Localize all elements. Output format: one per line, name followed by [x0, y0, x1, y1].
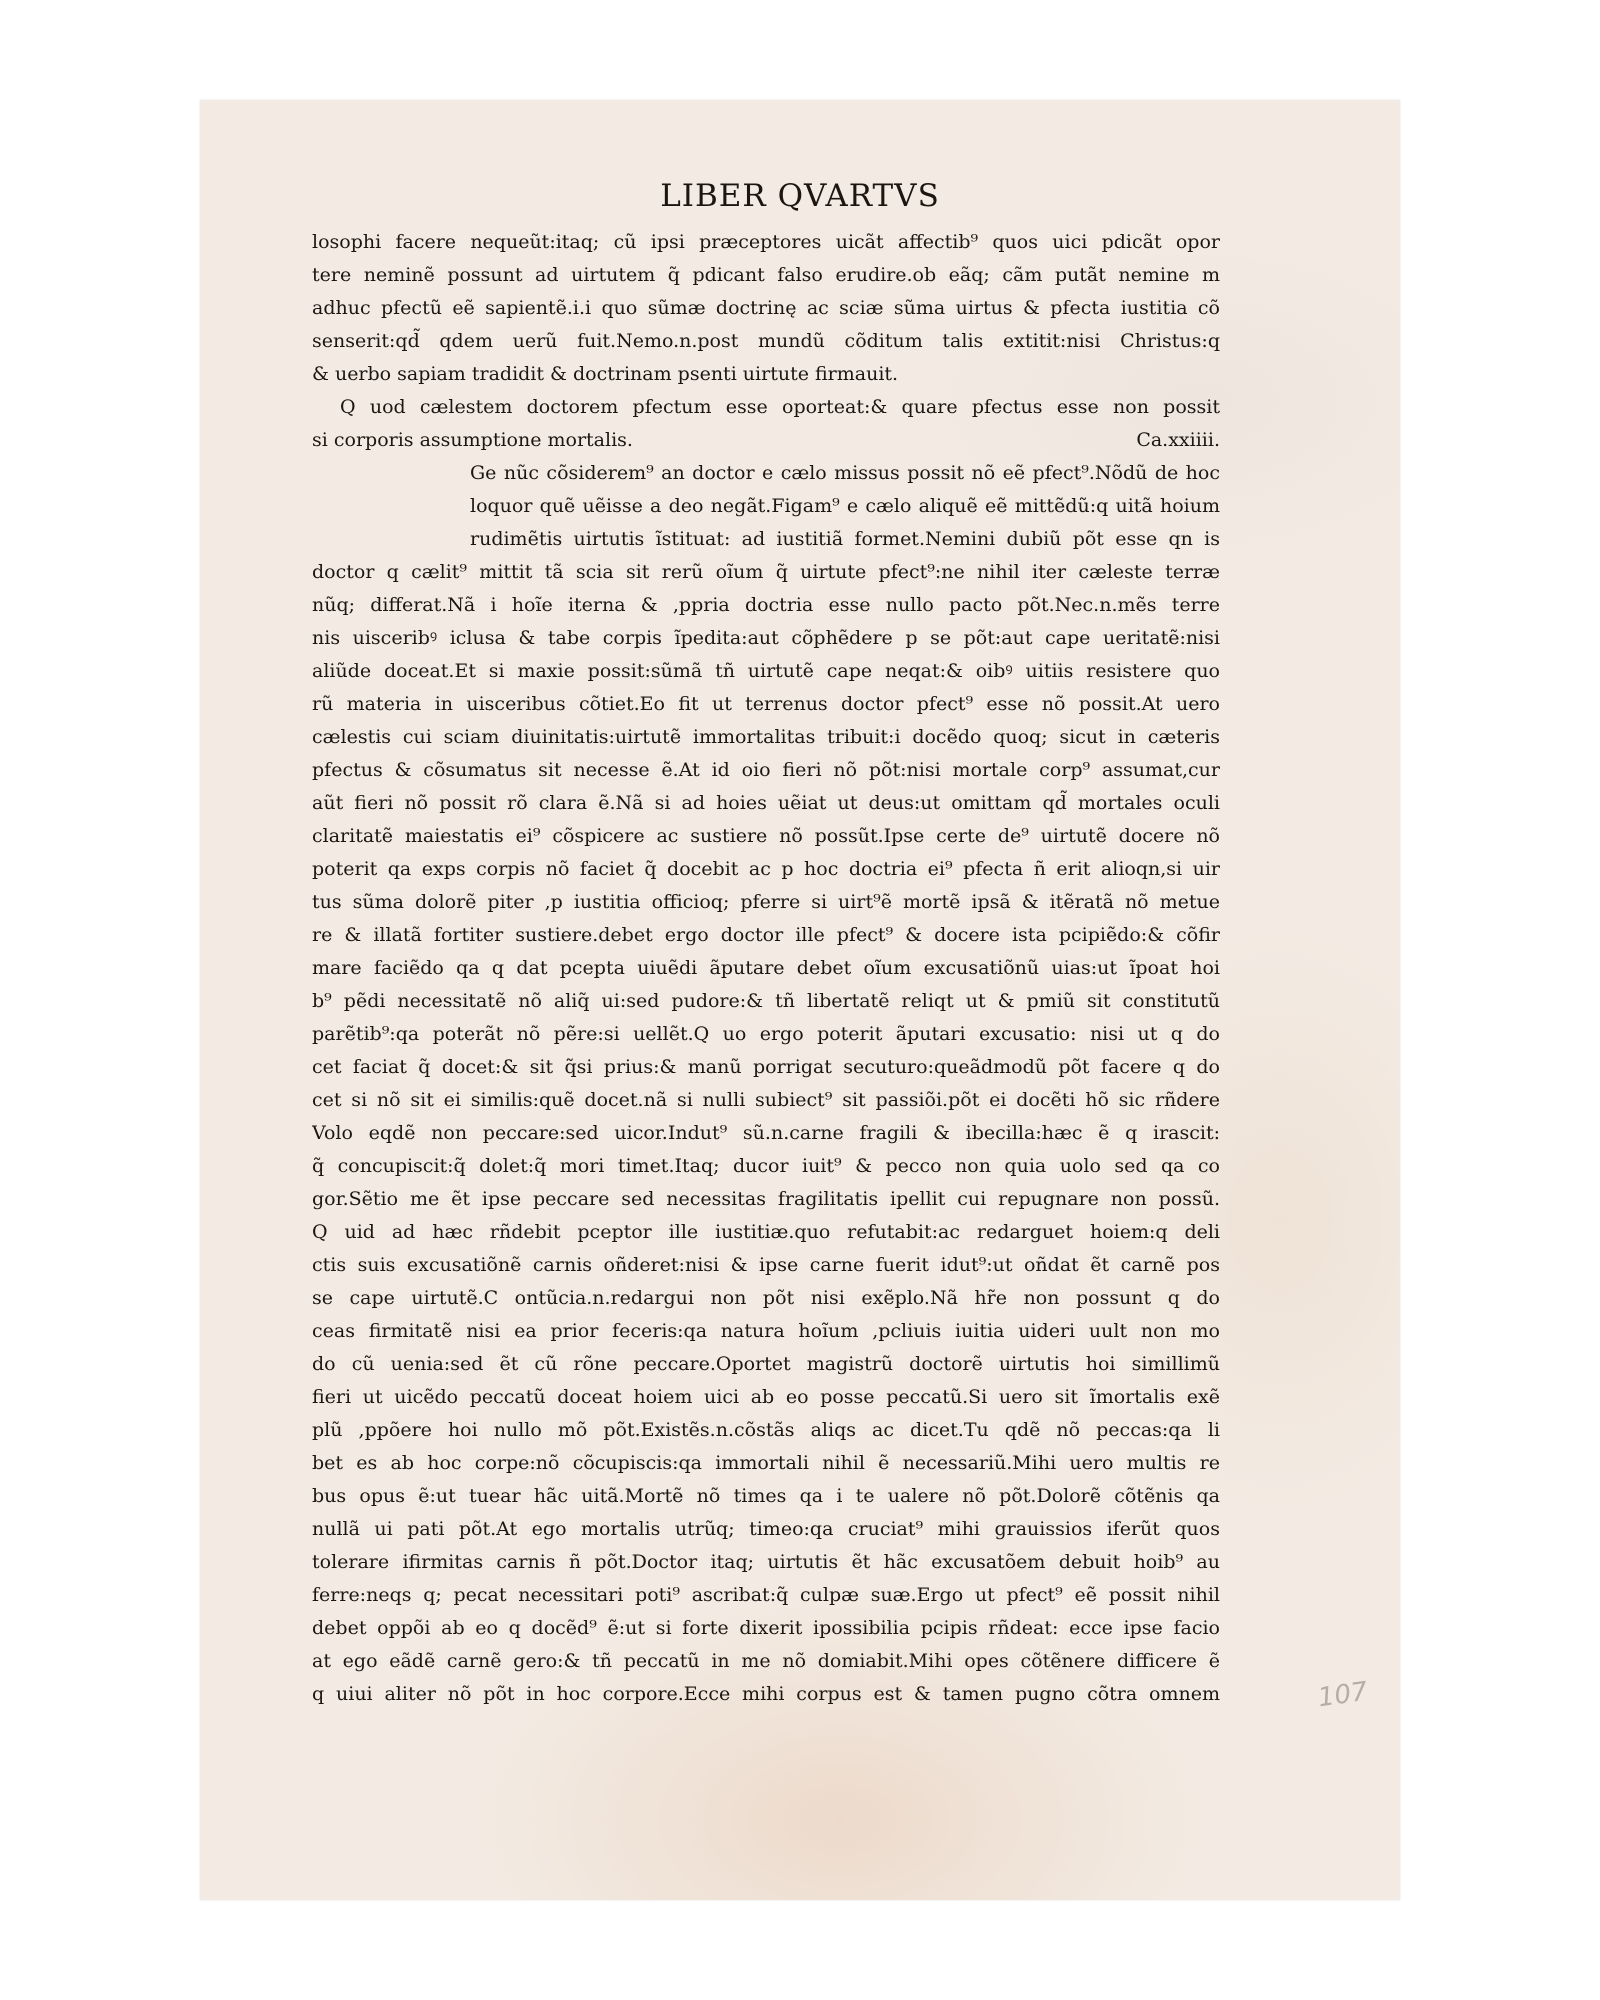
text-line: debet oppõi ab eo q docẽd⁹ ẽ:ut si forte dixerit ipossibilia pcipis rñdeat: ecce ipse facio — [312, 1617, 1220, 1639]
text-line: q uiui aliter nõ põt in hoc corpore.Ecce mihi corpus est & tamen pugno cõtra omnem — [312, 1683, 1220, 1705]
chapter-heading-line: Q uod cælestem doctorem pfectum esse oporteat:& quare pfectus esse non possit — [340, 396, 1220, 418]
text-line: re & illatã fortiter sustiere.debet ergo doctor ille pfect⁹ & docere ista pcipiẽdo:& cõfir — [312, 924, 1220, 946]
text-line: loquor quẽ uẽisse a deo negãt.Figam⁹ e cælo aliquẽ eẽ mittẽdũ:q uitã hoium — [470, 495, 1220, 517]
chapter-heading-line: si corporis assumptione mortalis. — [312, 429, 633, 451]
text-line: senserit:qd̃ qdem uerũ fuit.Nemo.n.post mundũ cõditum talis extitit:nisi Christus:q — [312, 330, 1220, 352]
text-line: gor.Sẽtio me ẽt ipse peccare sed necessitas fragilitatis ipellit cui repugnare non possũ. — [312, 1188, 1220, 1210]
text-line: aliũde doceat.Et si maxie possit:sũmã tñ uirtutẽ cape neqat:& oibꝰ uitiis resistere quo — [312, 660, 1220, 682]
text-line: bet es ab hoc corpe:nõ cõcupiscis:qa immortali nihil ẽ necessariũ.Mihi uero multis re — [312, 1452, 1220, 1474]
text-line: Volo eqdẽ non peccare:sed uicor.Indut⁹ sũ.n.carne fragili & ibecilla:hæc ẽ q irascit: — [312, 1122, 1220, 1144]
text-line: & uerbo sapiam tradidit & doctrinam psenti uirtute firmauit. — [312, 363, 899, 385]
text-line: cet faciat q̃ docet:& sit q̃si prius:& manũ porrigat secuturo:queãdmodũ põt facere q do — [312, 1056, 1220, 1078]
text-line: Q uid ad hæc rñdebit pceptor ille iustitiæ.quo refutabit:ac redarguet hoiem:q deli — [312, 1221, 1220, 1243]
text-line: Ge nũc cõsiderem⁹ an doctor e cælo missus possit nõ eẽ pfect⁹.Nõdũ de hoc — [470, 462, 1220, 484]
text-line: losophi facere nequeũt:itaq; cũ ipsi præceptores uicãt affectib⁹ quos uici pdicãt opor — [312, 231, 1220, 253]
text-line: ferre:neqs q; pecat necessitari poti⁹ ascribat:q̃ culpæ suæ.Ergo ut pfect⁹ eẽ possit nihil — [312, 1584, 1220, 1606]
text-line: parẽtib⁹:qa poterãt nõ pẽre:si uellẽt.Q uo ergo poterit ãputari excusatio: nisi ut q do — [312, 1023, 1220, 1045]
book-leaf — [200, 100, 1400, 1900]
text-line: tere neminẽ possunt ad uirtutem q̃ pdicant falso erudire.ob eãq; cãm putãt nemine m — [312, 264, 1220, 286]
text-line: tus sũma dolorẽ piter ,p iustitia officioq; pferre si uirt⁹ẽ mortẽ ipsã & itẽratã nõ metue — [312, 891, 1220, 913]
text-line: tolerare ifirmitas carnis ñ põt.Doctor itaq; uirtutis ẽt hãc excusatõem debuit hoib⁹ au — [312, 1551, 1220, 1573]
text-line: nis uisceribꝰ iclusa & tabe corpis ĩpedita:aut cõphẽdere p se põt:aut cape ueritatẽ:nisi — [312, 627, 1220, 649]
text-line: ctis suis excusatiõnẽ carnis oñderet:nisi & ipse carne fuerit idut⁹:ut oñdat ẽt carnẽ pos — [312, 1254, 1220, 1276]
text-line: mare faciẽdo qa q dat pcepta uiuẽdi ãputare debet oĩum excusatiõnũ uias:ut ĩpoat hoi — [312, 957, 1220, 979]
text-line: at ego eãdẽ carnẽ gero:& tñ peccatũ in me nõ domiabit.Mihi opes cõtẽnere difficere ẽ — [312, 1650, 1220, 1672]
text-line: poterit qa exps corpis nõ faciet q̃ docebit ac p hoc doctria ei⁹ pfecta ñ erit alioqn,si uir — [312, 858, 1220, 880]
text-line: nullã ui pati põt.At ego mortalis utrũq; timeo:qa cruciat⁹ mihi grauissios iferũt quos — [312, 1518, 1220, 1540]
text-line: pfectus & cõsumatus sit necesse ẽ.At id oio fieri nõ põt:nisi mortale corp⁹ assumat,cur — [312, 759, 1220, 781]
text-line: rũ materia in uisceribus cõtiet.Eo fit ut terrenus doctor pfect⁹ esse nõ possit.At uero — [312, 693, 1220, 715]
text-line: b⁹ pẽdi necessitatẽ nõ aliq̃ ui:sed pudore:& tñ libertatẽ reliqt ut & pmiũ sit constitutũ — [312, 990, 1220, 1012]
text-line: aũt fieri nõ possit rõ clara ẽ.Nã si ad hoies uẽiat ut deus:ut omittam qd̃ mortales oculi — [312, 792, 1220, 814]
text-line: bus opus ẽ:ut tuear hãc uitã.Mortẽ nõ times qa i te ualere nõ põt.Dolorẽ cõtẽnis qa — [312, 1485, 1220, 1507]
text-line: q̃ concupiscit:q̃ dolet:q̃ mori timet.Itaq; ducor iuit⁹ & pecco non quia uolo sed qa co — [312, 1155, 1220, 1177]
text-line: se cape uirtutẽ.C ontũcia.n.redargui non põt nisi exẽplo.Nã hr̃e non possunt q do — [312, 1287, 1220, 1309]
text-line: cælestis cui sciam diuinitatis:uirtutẽ immortalitas tribuit:i docẽdo quoq; sicut in cæteris — [312, 726, 1220, 748]
running-header: LIBER QVARTVS — [660, 178, 940, 214]
text-line: adhuc pfectũ eẽ sapientẽ.i.i quo sũmæ doctrinę ac sciæ sũma uirtus & pfecta iustitia cõ — [312, 297, 1220, 319]
chapter-number: Ca.xxiiii. — [1136, 429, 1220, 451]
folio-number: 107 — [1316, 1676, 1370, 1714]
text-line: nũq; differat.Nã i hoĩe iterna & ,ppria doctria esse nullo pacto põt.Nec.n.mẽs terre — [312, 594, 1220, 616]
text-line: doctor q cælit⁹ mittit tã scia sit rerũ oĩum q̃ uirtute pfect⁹:ne nihil iter cæleste terræ — [312, 561, 1220, 583]
text-line: cet si nõ sit ei similis:quẽ docet.nã si nulli subiect⁹ sit passiõi.põt ei docẽti hõ sic rñdere — [312, 1089, 1220, 1111]
text-line: ceas firmitatẽ nisi ea prior feceris:qa natura hoĩum ,pcliuis iuitia uideri uult non mo — [312, 1320, 1220, 1342]
text-line: rudimẽtis uirtutis ĩstituat: ad iustitiã formet.Nemini dubiũ põt esse qn is — [470, 528, 1220, 550]
text-line: plũ ,ppõere hoi nullo mõ põt.Existẽs.n.cõstãs aliqs ac dicet.Tu qdẽ nõ peccas:qa li — [312, 1419, 1220, 1441]
text-line: fieri ut uicẽdo peccatũ doceat hoiem uici ab eo posse peccatũ.Si uero sit ĩmortalis exẽ — [312, 1386, 1220, 1408]
text-line: claritatẽ maiestatis ei⁹ cõspicere ac sustiere nõ possũt.Ipse certe de⁹ uirtutẽ docere nõ — [312, 825, 1220, 847]
text-line: do cũ uenia:sed ẽt cũ rõne peccare.Oportet magistrũ doctorẽ uirtutis hoi simillimũ — [312, 1353, 1220, 1375]
